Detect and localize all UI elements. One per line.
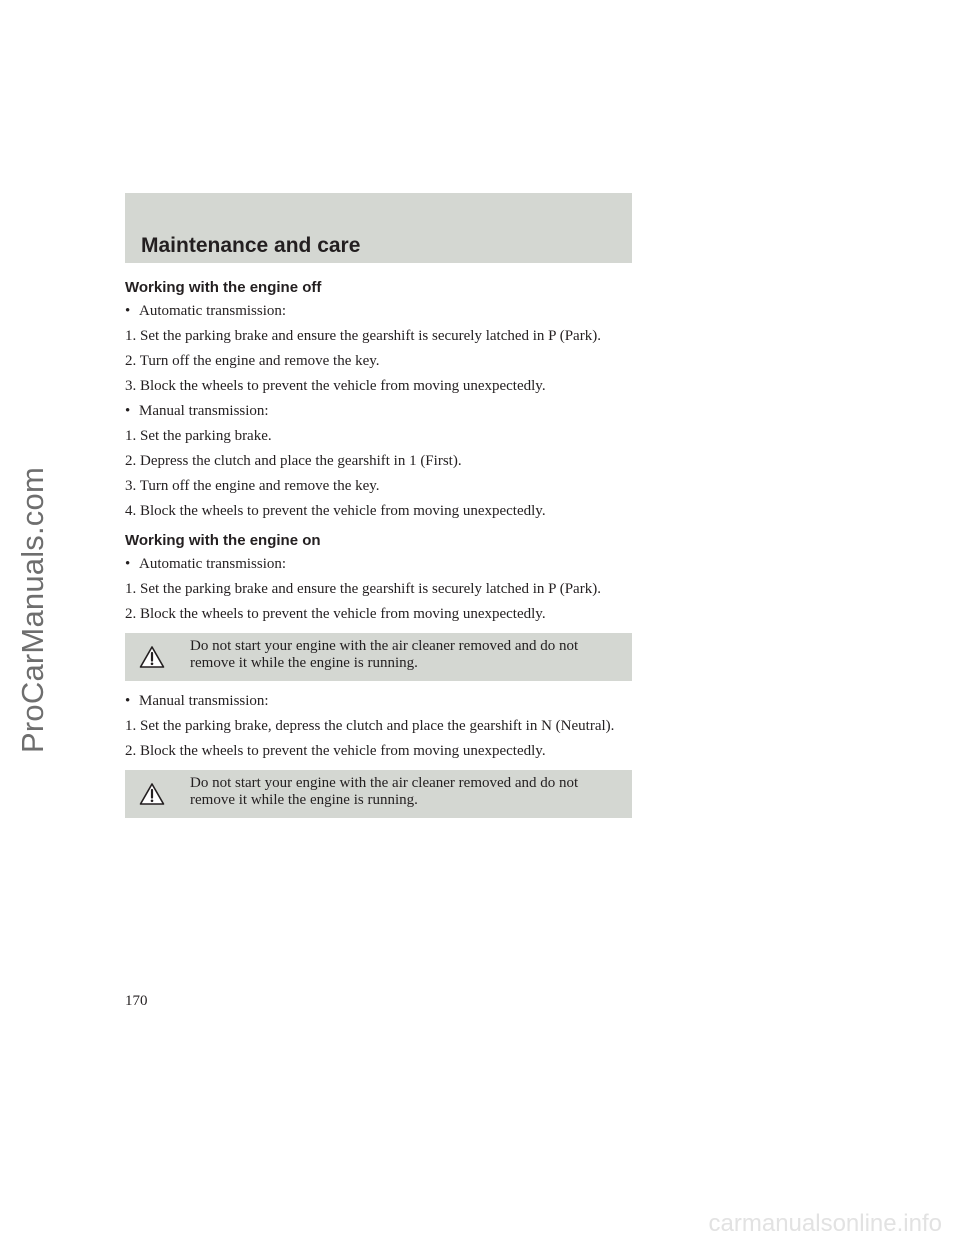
bullet-icon: • (125, 556, 131, 572)
bullet-icon: • (125, 403, 131, 419)
page-number: 170 (125, 993, 148, 1009)
step-off-manual-4: 4. Block the wheels to prevent the vehicle from moving unexpectedly. (125, 503, 546, 519)
bullet-icon: • (125, 693, 131, 709)
step-on-manual-1: 1. Set the parking brake, depress the clutch and place the gearshift in N (Neutral). (125, 718, 615, 734)
step-off-auto-3: 3. Block the wheels to prevent the vehicle from moving unexpectedly. (125, 378, 546, 394)
step-off-manual-2: 2. Depress the clutch and place the gearshift in 1 (First). (125, 453, 462, 469)
bullet-icon: • (125, 303, 131, 319)
warning-triangle-icon (139, 645, 165, 669)
warning-triangle-icon (139, 782, 165, 806)
heading-engine-on: Working with the engine on (125, 532, 321, 549)
warning-box (125, 770, 632, 818)
bullet-label: Automatic transmission: (139, 303, 287, 319)
page-content (125, 279, 632, 830)
side-watermark (8, 0, 58, 1242)
step-off-manual-1: 1. Set the parking brake. (125, 428, 272, 444)
step-on-manual-2: 2. Block the wheels to prevent the vehicle from moving unexpectedly. (125, 743, 546, 759)
bullet-automatic-off (125, 303, 632, 320)
warning-box (125, 633, 632, 681)
section-header (125, 193, 632, 263)
bullet-manual-off (125, 403, 632, 420)
step-on-auto-2: 2. Block the wheels to prevent the vehicle from moving unexpectedly. (125, 606, 546, 622)
side-watermark-text: ProCarManuals.com (15, 467, 50, 753)
step-off-manual-3: 3. Turn off the engine and remove the key. (125, 478, 380, 494)
heading-engine-off: Working with the engine off (125, 279, 322, 296)
warning-text: Do not start your engine with the air cleaner removed and do not remove it while the engine is running. (190, 638, 579, 671)
step-off-auto-1: 1. Set the parking brake and ensure the gearshift is securely latched in P (Park). (125, 328, 601, 344)
step-on-auto-1: 1. Set the parking brake and ensure the gearshift is securely latched in P (Park). (125, 581, 601, 597)
step-off-auto-2: 2. Turn off the engine and remove the key. (125, 353, 380, 369)
section-title: Maintenance and care (141, 234, 361, 257)
bullet-manual-on (125, 693, 632, 710)
bullet-automatic-on (125, 556, 632, 573)
bullet-label: Manual transmission: (139, 693, 269, 709)
bullet-label: Automatic transmission: (139, 556, 287, 572)
bullet-label: Manual transmission: (139, 403, 269, 419)
warning-text: Do not start your engine with the air cleaner removed and do not remove it while the engine is running. (190, 775, 579, 808)
footer-watermark: carmanualsonline.info (708, 1210, 942, 1237)
